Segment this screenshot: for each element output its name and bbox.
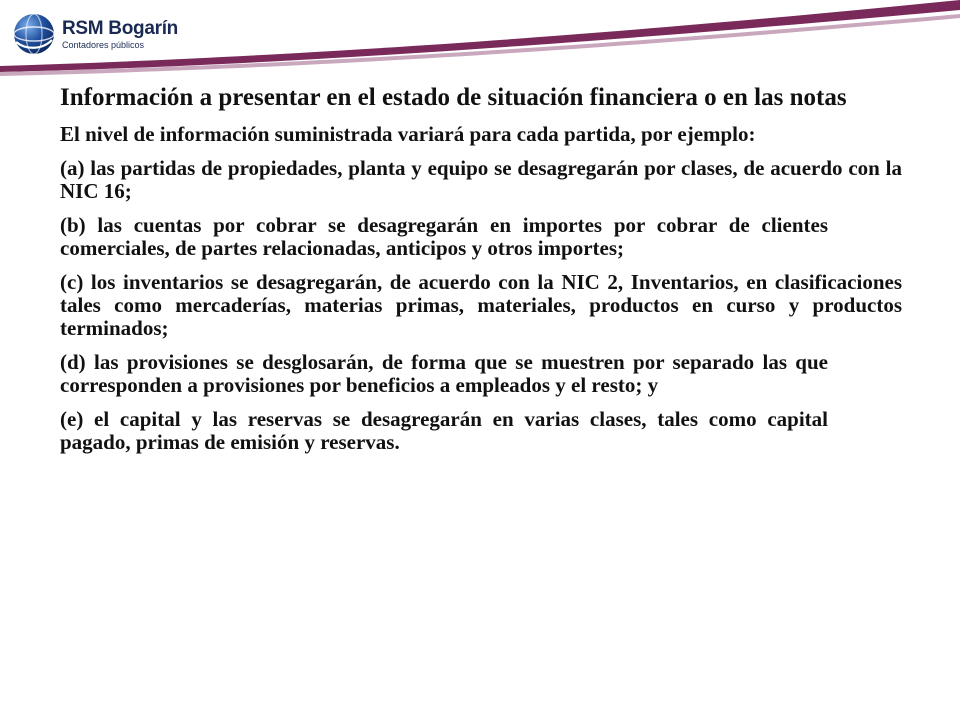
brand-name: RSM Bogarín	[62, 17, 178, 39]
slide-content	[60, 84, 902, 454]
intro-text: El nivel de información suministrada variará para cada partida, por ejemplo:	[60, 122, 756, 146]
item-a: (a) las partidas de propiedades, planta y equipo se desagregarán por clases, de acuerdo con la NIC 16;	[60, 156, 902, 203]
slide-title: Información a presentar en el estado de situación financiera o en las notas	[60, 84, 847, 111]
item-b: (b) las cuentas por cobrar se desagregarán en importes por cobrar de clientes comerciales, de partes relacionadas, anticipos y otros importes;	[60, 213, 828, 260]
item-e: (e) el capital y las reservas se desagregarán en varias clases, tales como capital pagado, primas de emisión y reservas.	[60, 407, 828, 454]
item-d: (d) las provisiones se desglosarán, de forma que se muestren por separado las que corresponden a provisiones por beneficios a empleados y el resto; y	[60, 350, 828, 397]
brand-subtitle: Contadores públicos	[62, 39, 145, 50]
company-logo	[12, 12, 178, 56]
item-c: (c) los inventarios se desagregarán, de acuerdo con la NIC 2, Inventarios, en clasificaciones tales como mercaderías, materias primas, materiales, productos en curso y productos terminados;	[60, 270, 902, 340]
globe-icon	[12, 12, 56, 56]
